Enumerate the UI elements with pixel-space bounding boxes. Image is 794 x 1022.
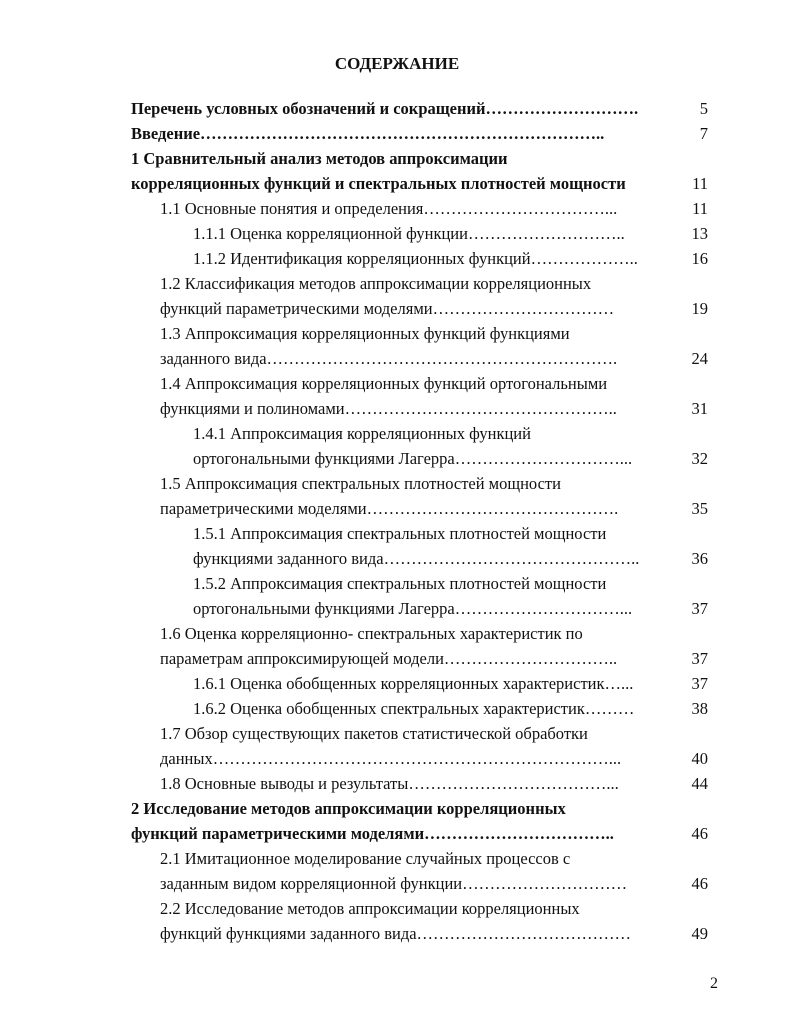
toc-entry-page: 46 [691, 874, 708, 893]
toc-entry-text: ортогональными функциями Лагерра…………………………... [193, 599, 633, 618]
toc-entry-text: параметрическими моделями………………………………………. [160, 499, 619, 518]
toc-entry-page: 19 [691, 299, 708, 318]
toc-entry-text: функций параметрическими моделями…………………………… [160, 299, 615, 318]
toc-entry-page: 31 [691, 399, 708, 418]
toc-entry-text: 1.2 Классификация методов аппроксимации корреляционных [160, 274, 592, 293]
toc-entry-text: 1.1.1 Оценка корреляционной функции……………………….. [193, 224, 625, 243]
toc-entry-text: функциями заданного вида……………………………………….. [193, 549, 640, 568]
toc-entry-text: 1 Сравнительный анализ методов аппроксимации [131, 149, 508, 168]
toc-entry-text: 1.5.1 Аппроксимация спектральных плотностей мощности [193, 524, 607, 543]
toc-entry-text: 1.7 Обзор существующих пакетов статистической обработки [160, 724, 588, 743]
toc-entry-text: 1.6 Оценка корреляционно- спектральных характеристик по [160, 624, 583, 643]
toc-entry-page: 40 [691, 749, 708, 768]
toc-entry-text: параметрам аппроксимирующей модели………………………….. [160, 649, 618, 668]
toc-entry-page: 35 [691, 499, 708, 518]
toc-entry-text: Введение……………………………………………………………….. [131, 124, 605, 143]
toc-entry-page: 24 [691, 349, 708, 368]
toc-entry-text: заданного вида………………………………………………………. [160, 349, 618, 368]
toc-entry-page: 5 [699, 99, 708, 118]
toc-entry-text: 1.6.2 Оценка обобщенных спектральных характеристик……… [193, 699, 635, 718]
toc-entry-text: ортогональными функциями Лагерра…………………………... [193, 449, 633, 468]
toc-entry-page: 16 [691, 249, 708, 268]
toc-entry-text: 1.8 Основные выводы и результаты………………………………... [160, 774, 619, 793]
toc-entry-text: 1.1 Основные понятия и определения……………………………... [160, 199, 618, 218]
toc-entry-text: 1.5.2 Аппроксимация спектральных плотностей мощности [193, 574, 607, 593]
toc-entry-text: Перечень условных обозначений и сокращений………………………. [131, 99, 639, 118]
toc-entry-text: заданным видом корреляционной функции………………………… [160, 874, 628, 893]
toc-entry-text: 1.5 Аппроксимация спектральных плотностей мощности [160, 474, 561, 493]
toc-entry-text: функций функциями заданного вида………………………………… [160, 924, 632, 943]
toc-entry-page: 46 [691, 824, 708, 843]
toc-entry-text: 1.4 Аппроксимация корреляционных функций ортогональными [160, 374, 608, 393]
toc-entry-page: 49 [691, 924, 708, 943]
toc-entry-page: 7 [699, 124, 708, 143]
toc-entry-page: 37 [691, 599, 708, 618]
toc-entry-page: 32 [691, 449, 708, 468]
toc-entry-page: 11 [692, 174, 708, 193]
toc-entry-text: 1.4.1 Аппроксимация корреляционных функций [193, 424, 531, 443]
toc-entry-text: 2 Исследование методов аппроксимации корреляционных [131, 799, 566, 818]
toc-entry-text: корреляционных функций и спектральных плотностей мощности [131, 174, 626, 193]
toc-entry-page: 44 [691, 774, 708, 793]
page-number: 2 [710, 975, 718, 992]
toc-entry-page: 38 [691, 699, 708, 718]
toc-entry-text: 1.6.1 Оценка обобщенных корреляционных характеристик…... [193, 674, 634, 693]
toc-entry-page: 37 [691, 674, 708, 693]
toc-entry-page: 11 [692, 199, 708, 218]
toc-entry-page: 37 [691, 649, 708, 668]
toc-entry-text: 1.1.2 Идентификация корреляционных функций……………….. [193, 249, 638, 268]
toc-entry-text: функций параметрическими моделями…………………………….. [131, 824, 614, 843]
toc-entry-text: 1.3 Аппроксимация корреляционных функций функциями [160, 324, 570, 343]
toc-entry-text: 2.1 Имитационное моделирование случайных процессов с [160, 849, 571, 868]
toc-entry-text: 2.2 Исследование методов аппроксимации корреляционных [160, 899, 580, 918]
toc-entry-page: 13 [691, 224, 708, 243]
toc-entry-text: функциями и полиномами………………………………………….. [160, 399, 617, 418]
toc-entry-page: 36 [691, 549, 708, 568]
toc-entry-text: данных………………………………………………………………... [160, 749, 622, 768]
page-title: СОДЕРЖАНИЕ [334, 54, 460, 73]
